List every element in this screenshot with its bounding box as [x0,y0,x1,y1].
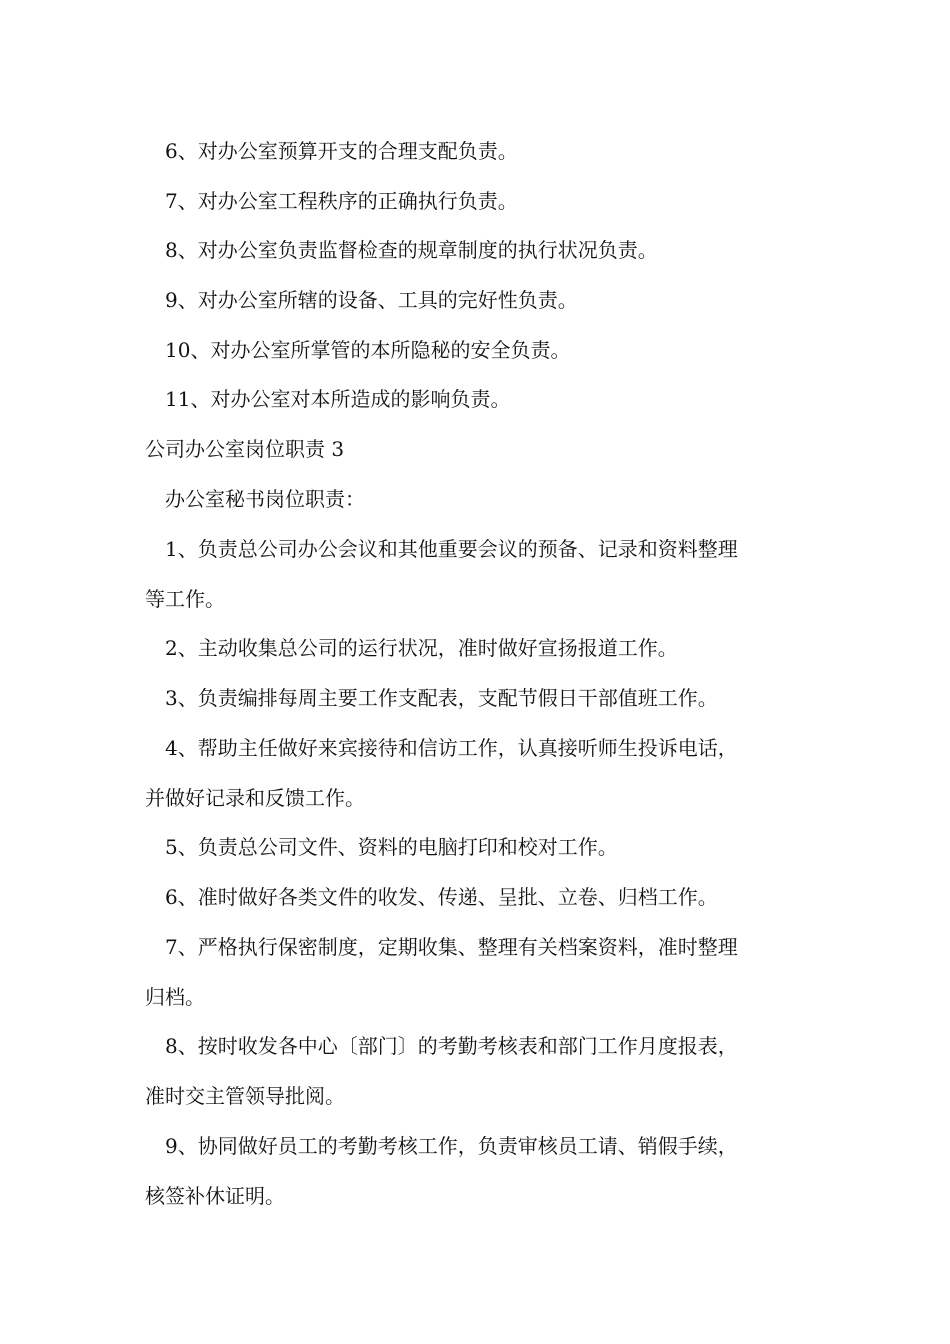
paragraph-item-11: 11、对办公室对本所造成的影响负责。 [165,387,511,411]
duty-item-5: 5、负责总公司文件、资料的电脑打印和校对工作。 [165,835,618,859]
paragraph-item-8: 8、对办公室负责监督检查的规章制度的执行状况负责。 [165,238,658,262]
section-heading: 公司办公室岗位职责 3 [145,437,345,461]
duty-item-4: 4、帮助主任做好来宾接待和信访工作，认真接听师生投诉电话， [165,736,738,760]
duty-item-8-continued: 准时交主管领导批阅。 [145,1084,345,1108]
duty-item-1: 1、负责总公司办公会议和其他重要会议的预备、记录和资料整理 [165,537,738,561]
duty-item-3: 3、负责编排每周主要工作支配表，支配节假日干部值班工作。 [165,686,718,710]
duty-item-2: 2、主动收集总公司的运行状况，准时做好宣扬报道工作。 [165,636,678,660]
duty-item-6: 6、准时做好各类文件的收发、传递、呈批、立卷、归档工作。 [165,885,718,909]
duty-item-7-continued: 归档。 [145,985,205,1009]
paragraph-item-7: 7、对办公室工程秩序的正确执行负责。 [165,189,518,213]
paragraph-item-9: 9、对办公室所辖的设备、工具的完好性负责。 [165,288,578,312]
paragraph-item-6: 6、对办公室预算开支的合理支配负责。 [165,139,518,163]
duty-item-7: 7、严格执行保密制度，定期收集、整理有关档案资料，准时整理 [165,935,738,959]
sub-heading: 办公室秘书岗位职责： [165,487,365,511]
duty-item-1-continued: 等工作。 [145,587,225,611]
duty-item-8: 8、按时收发各中心〔部门〕的考勤考核表和部门工作月度报表， [165,1034,738,1058]
duty-item-4-continued: 并做好记录和反馈工作。 [145,786,365,810]
duty-item-9: 9、协同做好员工的考勤考核工作，负责审核员工请、销假手续， [165,1134,738,1158]
paragraph-item-10: 10、对办公室所掌管的本所隐秘的安全负责。 [165,338,571,362]
duty-item-9-continued: 核签补休证明。 [145,1184,285,1208]
